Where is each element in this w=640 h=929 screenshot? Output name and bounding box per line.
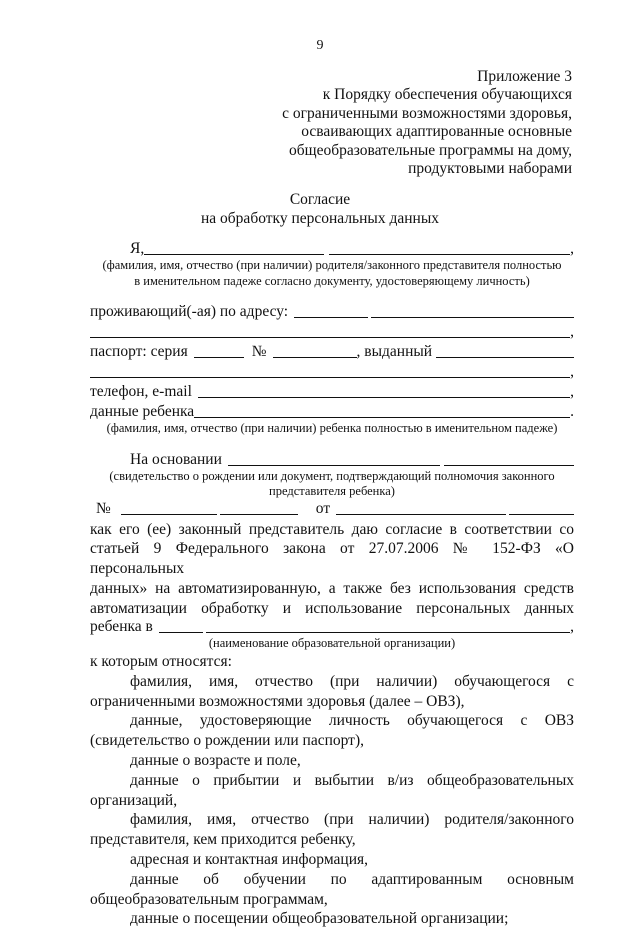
child-hint: (фамилия, имя, отчество (при наличии) ребенка полностью в именительном падеже) [106,421,558,435]
list-item: адресная и контактная информация, [130,850,368,868]
doc-number-field-1[interactable] [121,500,217,515]
address-field-3[interactable] [90,323,570,338]
child-row: данные ребенка . [90,403,574,420]
passport-number-field[interactable] [273,343,357,358]
phone-row: телефон, e-mail , [90,383,574,400]
child-in-label: ребенка в [90,618,153,636]
phone-email-field[interactable] [198,383,570,398]
organization-field-1[interactable] [159,618,203,633]
parent-hint: (фамилия, имя, отчество (при наличии) родителя/законного представителя полностью в именительном падеже согласно документу, удостоверяющему личность) [102,258,562,288]
appendix-line: осваивающих адаптированные основные [301,123,572,141]
list-item: фамилия, имя, отчество (при наличии) обучающегося с ограниченными возможностями здоровья (далее – ОВЗ), [90,672,574,710]
list-item: данные о посещении общеобразовательной организации; [130,910,509,928]
consent-line: статьей 9 Федерального закона от 27.07.2006 № 152-ФЗ «О персональных [90,540,574,578]
list-item: фамилия, имя, отчество (при наличии) родителя/законного представителя, кем приходится ребенку, [90,811,574,849]
child-label: данные ребенка [90,403,195,420]
page-number: 9 [316,38,324,53]
appendix-line: продуктовыми наборами [408,160,572,178]
basis-field-1[interactable] [228,451,440,466]
passport-series-field[interactable] [194,343,244,358]
parent-name-field-2[interactable] [329,240,570,255]
passport-issued-field[interactable] [436,343,574,358]
address-field-2[interactable] [371,303,574,318]
from-label: от [315,499,331,517]
passport-row-2: , [90,363,574,381]
address-row [90,303,574,321]
basis-row [90,451,574,469]
basis-label: На основании [130,450,222,468]
residing-label: проживающий(-ая) по адресу: [90,303,289,320]
form-body [90,240,574,929]
basis-hint: (свидетельство о рождении или документ, подтверждающий полномочия законного представителя ребенка) [109,468,555,498]
list-item: данные об обучении по адаптированным основным общеобразовательным программам, [90,870,574,908]
organization-row: ребенка в , [90,618,574,636]
organization-field-2[interactable] [206,618,570,633]
address-field-1[interactable] [294,303,368,318]
consent-paragraph [90,520,574,619]
appendix-line: к Порядку обеспечения обучающихся [322,86,572,104]
appendix-header [282,68,572,178]
i-label: Я, [130,240,145,257]
data-items-list [90,672,574,929]
consent-line: как его (ее) законный представитель даю согласие в соответствии со [90,520,574,538]
appendix-line: с ограниченными возможностями здоровья, [282,104,572,122]
doc-date-field-2[interactable] [509,500,574,515]
passport-issued-field-2[interactable] [90,363,570,378]
consent-line: автоматизации обработку и использование персональных данных [90,599,574,617]
title-line-1: Согласие [289,191,351,208]
passport-row: паспорт: серия № , выданный [90,343,574,361]
title-line-2: на обработку персональных данных [201,210,439,227]
organization-hint: (наименование образовательной организации) [208,636,456,651]
parent-name-row: Я, , [90,240,574,258]
passport-label: паспорт: серия [90,343,188,360]
address-row-2: , [90,323,574,341]
list-item: данные, удостоверяющие личность обучающегося с ОВЗ (свидетельство о рождении или паспорт), [90,712,574,750]
phone-label: телефон, e-mail [90,383,192,400]
issued-label: , выданный [356,343,433,360]
list-item: данные о прибытии и выбытии в/из общеобразовательных организаций, [90,771,574,809]
document-number-row: № от [90,500,574,518]
appendix-line: общеобразовательные программы на дому, [289,141,572,159]
list-item: данные о возрасте и поле, [130,751,301,769]
relate-label: к которым относятся: [90,652,232,670]
parent-name-field-1[interactable] [144,240,324,255]
appendix-line: Приложение 3 [477,68,572,85]
document-title [0,190,640,228]
basis-field-2[interactable] [444,451,574,466]
doc-number-field-2[interactable] [220,500,298,515]
doc-date-field-1[interactable] [336,500,506,515]
child-data-field[interactable] [194,403,570,418]
consent-line: данных» на автоматизированную, а также без использования средств [90,579,574,597]
